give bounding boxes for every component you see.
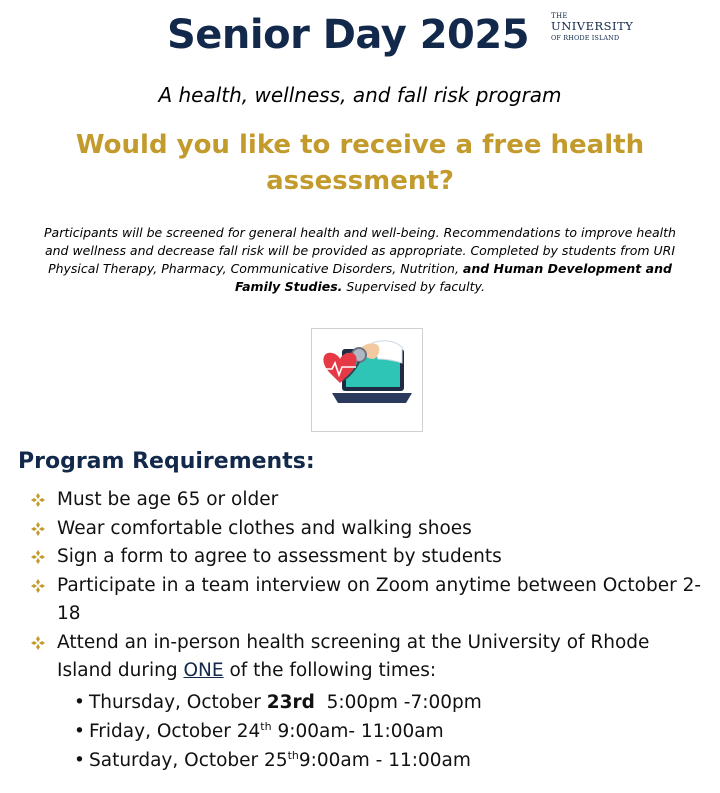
- time-date: 23rd: [266, 692, 315, 713]
- page-title: Senior Day 2025: [166, 12, 530, 58]
- time-range: 9:00am- 11:00am: [271, 721, 444, 742]
- time-date-suffix: th: [260, 719, 272, 733]
- description-text-2: Supervised by faculty.: [346, 279, 485, 294]
- list-item: [30, 515, 710, 544]
- telehealth-heart-stethoscope-laptop-icon: [311, 328, 423, 432]
- list-item: [30, 572, 710, 629]
- list-item: [74, 746, 482, 775]
- requirement-text: Sign a form to agree to assessment by students: [57, 546, 502, 567]
- list-item: [30, 543, 710, 572]
- diamond-bullet-icon: [30, 549, 46, 565]
- diamond-bullet-icon: [30, 578, 46, 594]
- program-description: [40, 224, 680, 296]
- list-item: [74, 717, 482, 746]
- list-item: [30, 629, 710, 686]
- requirements-list: [30, 486, 710, 686]
- requirement-text: Attend an in-person health screening at the University of Rhode Island during: [57, 631, 650, 681]
- time-day: Thursday, October: [89, 692, 267, 713]
- logo-line-2: UNIVERSITY: [551, 19, 634, 33]
- requirement-text: Participate in a team interview on Zoom anytime between October 2- 18: [57, 574, 702, 624]
- description-text-1: Participants will be screened for general health and well-being. Recommendations to improve health and wellness and decrease fall risk will be provided as appropriate. Completed by students from URI Physical Therapy, Pharmacy, Communicative Disorders, Nutrition,: [44, 225, 676, 276]
- requirement-text-end: of the following times:: [223, 660, 437, 681]
- diamond-bullet-icon: [30, 492, 46, 508]
- headline-question: Would you like to receive a free health assessment?: [75, 130, 645, 196]
- diamond-bullet-icon: [30, 521, 46, 537]
- time-date: 24: [236, 721, 261, 742]
- requirements-heading: Program Requirements:: [18, 449, 315, 474]
- subtitle: A health, wellness, and fall risk program: [158, 83, 562, 107]
- screening-times-list: [74, 688, 482, 775]
- time-day: Saturday, October: [89, 750, 265, 771]
- diamond-bullet-icon: [30, 635, 46, 651]
- emphasis-one: ONE: [183, 660, 224, 681]
- time-range: 5:00pm -7:00pm: [314, 692, 482, 713]
- requirement-text: Wear comfortable clothes and walking shoes: [57, 517, 472, 539]
- logo-line-1: THE: [551, 12, 568, 20]
- list-item: [74, 688, 482, 717]
- requirement-text: Must be age 65 or older: [57, 489, 279, 510]
- time-date: 25: [264, 750, 288, 771]
- university-logo: [551, 12, 634, 42]
- time-day: Friday, October: [89, 721, 237, 742]
- description-bold-text: and Human Development and Family Studies.: [235, 261, 672, 294]
- time-range: 9:00am - 11:00am: [298, 750, 471, 771]
- logo-line-3: OF RHODE ISLAND: [551, 33, 620, 42]
- list-item: [30, 486, 710, 515]
- time-date-suffix: th: [287, 748, 299, 762]
